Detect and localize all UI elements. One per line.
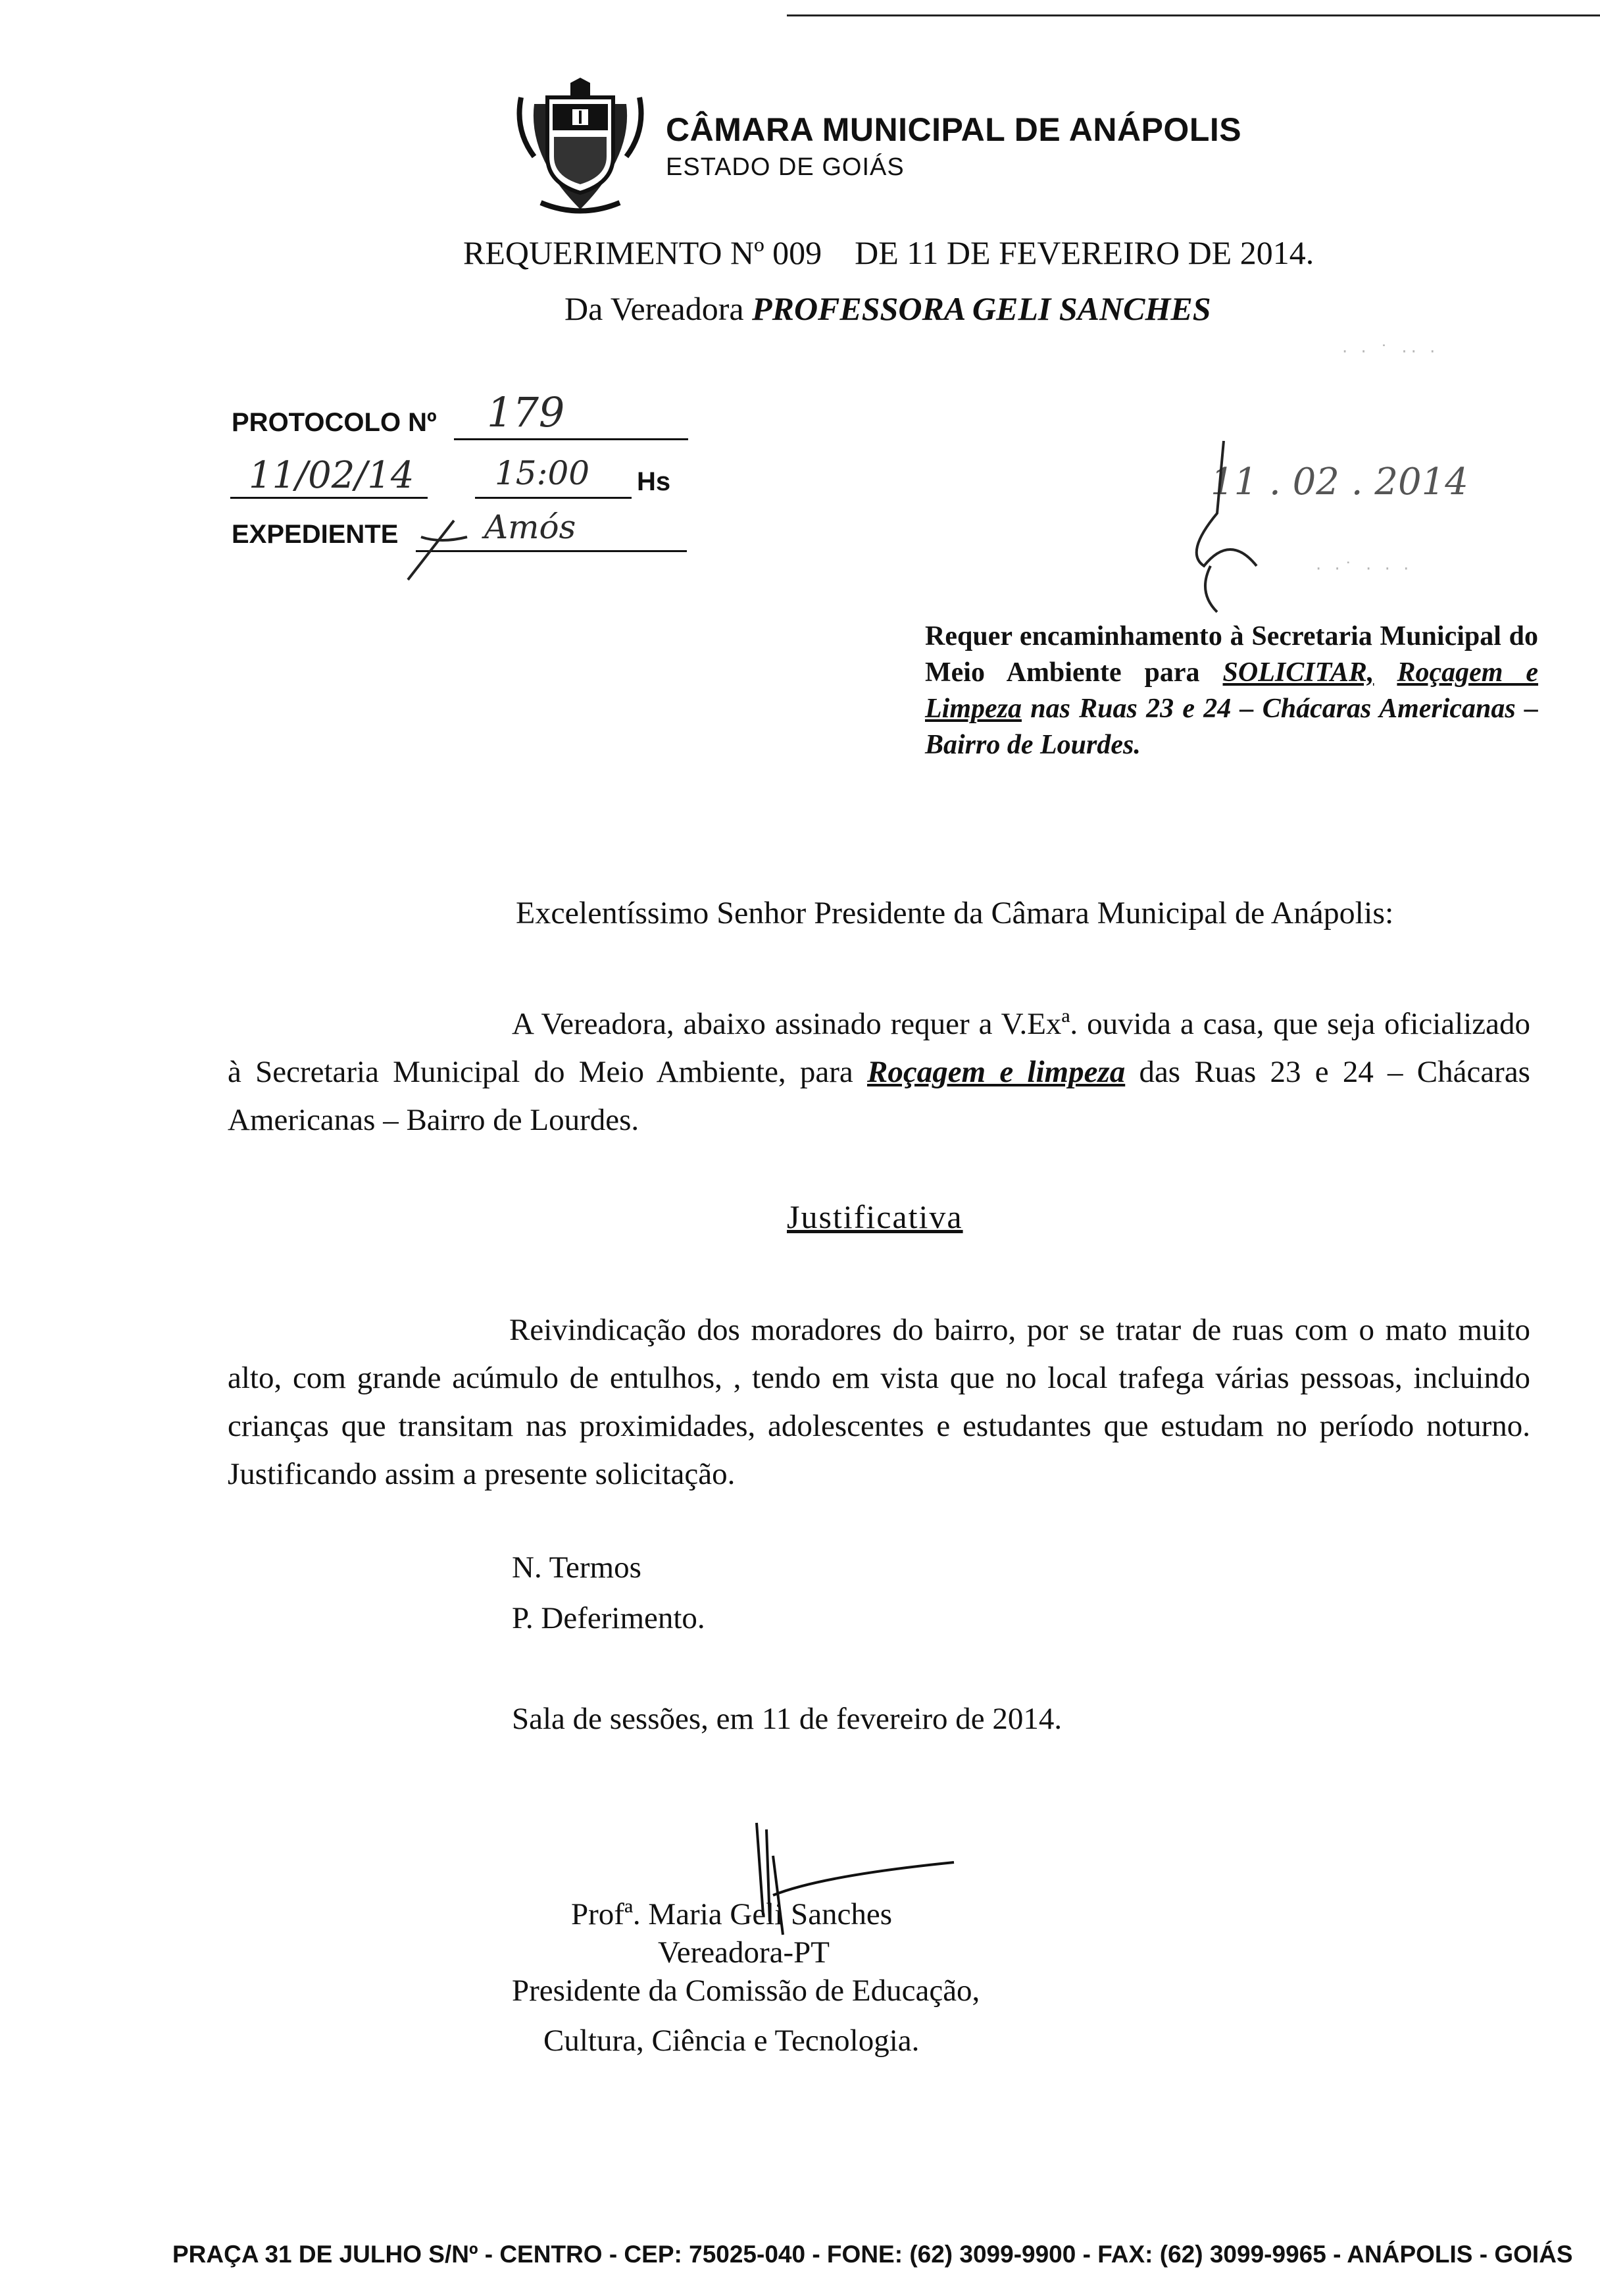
protocol-date: 11/02/14 bbox=[249, 454, 414, 497]
request-paragraph bbox=[228, 1000, 1530, 1144]
deferment-line: P. Deferimento. bbox=[512, 1601, 705, 1635]
expediente-label: EXPEDIENTE bbox=[232, 520, 399, 549]
protocol-label: PROTOCOLO Nº bbox=[232, 408, 437, 437]
top-rule bbox=[787, 14, 1600, 16]
hs-label: Hs bbox=[637, 467, 671, 496]
protocol-date-line bbox=[230, 497, 428, 499]
expediente-value: Amós bbox=[484, 508, 576, 546]
protocol-number-line bbox=[454, 438, 688, 440]
expediente-signature-icon bbox=[395, 511, 493, 583]
summary-block bbox=[925, 619, 1538, 763]
author-name: PROFESSORA GELI SANCHES bbox=[752, 290, 1211, 327]
request-text-b: das Ruas 23 e 24 – Chácaras Americanas – Bairro de Lourdes. bbox=[228, 1055, 1530, 1137]
salutation: Excelentíssimo Senhor Presidente da Câmara Municipal de Anápolis: bbox=[516, 896, 1394, 931]
summary-text: Requer encaminhamento à Secretaria Municipal do Meio Ambiente para bbox=[925, 621, 1538, 688]
requerimento-author bbox=[564, 290, 1211, 328]
footer-address: PRAÇA 31 DE JULHO S/Nº - CENTRO - CEP: 75025-040 - FONE: (62) 3099-9900 - FAX: (62) 3099-9965 - ANÁPOLIS - GOIÁS bbox=[172, 2241, 1573, 2268]
stamp-signature-icon bbox=[1171, 434, 1303, 619]
place-date-line: Sala de sessões, em 11 de fevereiro de 2014. bbox=[512, 1702, 1062, 1736]
stamp-speckle: · · ˙ ·· · bbox=[1342, 342, 1439, 362]
protocol-number: 179 bbox=[487, 388, 565, 436]
protocol-time-line bbox=[475, 497, 632, 499]
author-prefix: Da Vereadora bbox=[564, 290, 753, 327]
municipal-crest-icon bbox=[514, 78, 646, 216]
stamp-speckle-2: · ·˙ · · · bbox=[1316, 559, 1413, 579]
protocol-time: 15:00 bbox=[495, 454, 590, 492]
institution-state: ESTADO DE GOIÁS bbox=[666, 153, 905, 181]
requerimento-title: REQUERIMENTO Nº 009 DE 11 DE FEVEREIRO DE 2014. bbox=[463, 234, 1314, 271]
justification-paragraph bbox=[228, 1306, 1530, 1498]
request-emphasis: Roçagem e limpeza bbox=[866, 1055, 1126, 1089]
signature-position-2: Cultura, Ciência e Tecnologia. bbox=[543, 2024, 920, 2058]
justification-title: Justificativa bbox=[787, 1198, 963, 1235]
signature-position-1: Presidente da Comissão de Educação, bbox=[512, 1974, 980, 2008]
summary-solicitar: SOLICITAR, bbox=[1222, 657, 1374, 688]
signature-role: Vereadora-PT bbox=[658, 1935, 830, 1970]
terms-line: N. Termos bbox=[512, 1550, 641, 1585]
justification-text: Reivindicação dos moradores do bairro, por se tratar de ruas com o mato muito alto, com grande acúmulo de entulhos, , tendo em vista que no local trafega várias pessoas, incluindo crianças que transitam nas proximidades, adolescentes e estudantes que estudam no período noturno. Justificando assim a presente solicitação. bbox=[228, 1313, 1530, 1491]
institution-name: CÂMARA MUNICIPAL DE ANÁPOLIS bbox=[666, 111, 1242, 148]
stamp-date: 11 . 02 . 2014 bbox=[1211, 461, 1468, 503]
request-text-a: A Vereadora, abaixo assinado requer a V.Exª. ouvida a casa, que seja oficializado à Secretaria Municipal do Meio Ambiente, para bbox=[228, 1007, 1530, 1089]
summary-rocagem: Roçagem e Limpeza bbox=[925, 657, 1539, 724]
signature-name: Profª. Maria Geli Sanches bbox=[571, 1897, 893, 1931]
summary-rest: nas Ruas 23 e 24 – Chácaras Americanas – Bairro de Lourdes. bbox=[925, 694, 1538, 760]
